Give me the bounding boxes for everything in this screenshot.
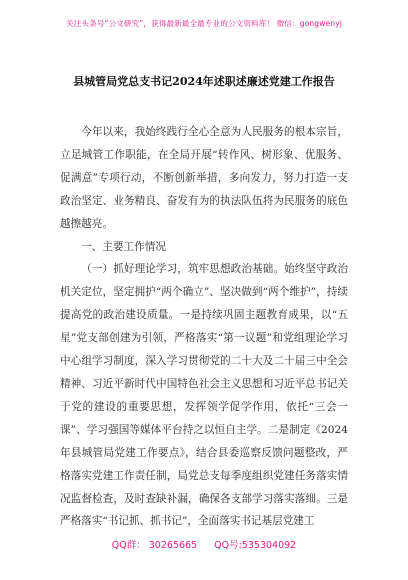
document-title: 县城管局党总支书记2024年述职述廉述党建工作报告 (73, 75, 335, 88)
qq-number: QQ号:535304092 (214, 540, 297, 551)
top-banner: 关注头条号“公文研究”，获得最新最全最专业的公文资料库！ 微信：gongwenyj (66, 19, 342, 28)
section-heading: 一、主要工作情况 (81, 240, 166, 253)
qq-group: QQ群： 30265665 (111, 540, 198, 551)
intro-paragraph: 今年以来，我始终践行全心全意为人民服务的根本宗旨，立足城管工作职能，在全局开展“转作风、树形象、优服务、促满意”专项行动，不断创新举措，多向发力，努力打造一支政治坚定、业务精良、奋发有为的执法队伍将为民服务的底色越擦越亮。 (60, 126, 348, 230)
footer-contact (0, 537, 408, 551)
body-paragraph: （一）抓好理论学习，筑牢思想政治基础。始终坚守政治机关定位，坚定拥护“两个确立”、坚决做到“两个维护”，持续提高党的政治建设质量。一是持续巩固主题教育成果，以“五星”党支部创建为引领，严格落实“第一议题”和党组理论学习中心组学习制度，深入学习贯彻党的二十大及二十届三中全会精神、习近平新时代中国特色社会主义思想和习近平总书记关于党的建设的重要思想，发挥领学促学作用，依托“三会一课”、学习强国等媒体平台持之以恒自主学。二是制定《2024年县城管局党建工作要点》，结合县委巡察反馈问题整改，严格落实党建工作责任制，局党总支每季度组织党建任务落实情况监督检查，及时查缺补漏，确保各支部学习落实落细。三是严格落实“书记抓、抓书记”，全面落实书记基层党建工 (60, 263, 348, 528)
document-body (60, 121, 348, 533)
